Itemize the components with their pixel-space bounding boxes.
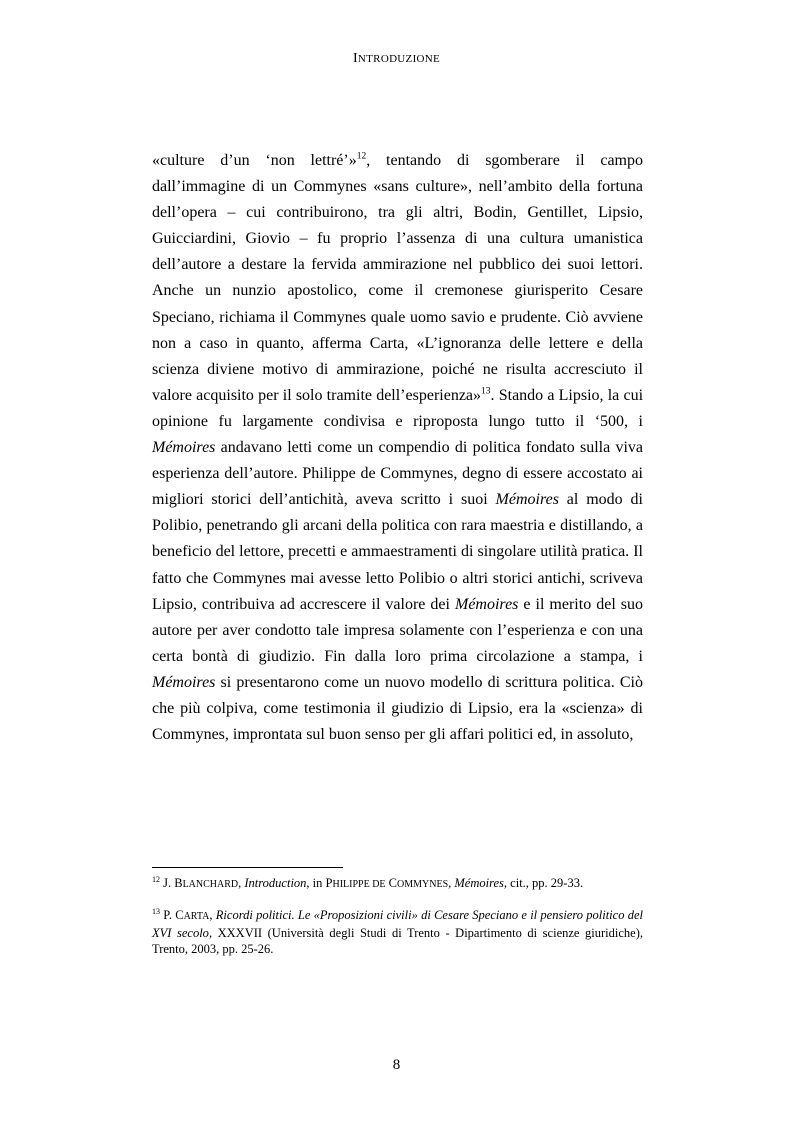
- footnote-number: 12: [152, 874, 160, 884]
- text-run: ,: [448, 876, 455, 890]
- footnote-ref-12[interactable]: 12: [356, 151, 367, 162]
- text-run: e il merito del suo autore per aver condotto tale impresa solamente con l’esperienza e con una certa bontà di giudizio. Fin dalla loro prima circolazione a stampa, i: [152, 595, 644, 665]
- text-run: . Stando a Lipsio, la cui opinione fu largamente condivisa e riproposta lungo tutto il ‘500, i: [152, 386, 644, 430]
- text-run: , XXXVII (Università degli Studi di Trento - Dipartimento di scienze giuridiche), Trento, 2003, pp. 25-26.: [152, 926, 643, 956]
- small-caps-run: OMMYNES: [397, 879, 449, 890]
- italic-title: Ricordi politici. Le «Proposizioni civili» di Cesare Speciano e il pensiero politico del XVI secolo: [152, 908, 643, 940]
- paragraph: [152, 148, 643, 748]
- running-header: [0, 51, 793, 67]
- small-caps-run: HILIPPE DE: [332, 879, 386, 890]
- text-run: J. B: [160, 876, 183, 890]
- text-run: C: [385, 876, 398, 890]
- italic-title: Mémoires: [152, 439, 216, 457]
- text-run: , tentando di sgomberare il campo dall’immagine di un Commynes «sans culture», nell’ambito della fortuna dell’opera – cui contribuirono, tra gli altri, Bodin, Gentillet, Lipsio, Guicciardini, Giovio – fu proprio l’assenza di una cultura umanistica dell’autore a destare la fervida ammirazione nel pubblico dei suoi lettori. Anche un nunzio apostolico, come il cremonese giurisperito Cesare Speciano, richiama il Commynes quale uomo savio e prudente. Ciò avviene non a caso in quanto, afferma Carta, «L’ignoranza delle lettere e della scienza diviene motivo di ammirazione, poiché ne risulta accresciuto il valore acquisito per il solo tramite dell’esperienza»: [152, 152, 643, 404]
- text-run: , in P: [306, 876, 333, 890]
- small-caps-run: ARTA: [183, 911, 210, 922]
- footnote-13: [152, 907, 643, 957]
- running-header-initial: I: [352, 51, 358, 66]
- italic-title: Mémoires: [152, 673, 216, 691]
- text-run: , cit., pp. 29-33.: [503, 876, 584, 890]
- main-text: [152, 148, 643, 748]
- text-run: andavano letti come un compendio di politica fondato sulla viva esperienza dell’autore. Philippe de Commynes, degno di essere accostato ai migliori storici dell’antichità, aveva scritto i suoi: [152, 439, 643, 509]
- italic-title: Mémoires: [495, 491, 559, 509]
- text-run: P. C: [160, 908, 184, 922]
- italic-title: Introduction: [244, 876, 307, 890]
- text-run: ,: [209, 908, 216, 922]
- text-run: ,: [238, 876, 245, 890]
- running-header-rest: NTRODUZIONE: [357, 53, 441, 65]
- italic-title: Mémoires: [455, 595, 519, 613]
- footnote-ref-13[interactable]: 13: [481, 386, 491, 397]
- page-number: 8: [392, 1057, 401, 1073]
- text-run: al modo di Polibio, penetrando gli arcani della politica con rara maestria e distillando, a beneficio del lettore, precetti e ammaestramenti di singolare utilità pratica. Il fatto che Commynes mai avesse letto Polibio o altri storici antichi, scriveva Lipsio, contribuiva ad accrescere il valore dei: [152, 491, 643, 613]
- italic-title: Mémoires: [454, 876, 504, 890]
- text-run: si presentarono come un nuovo modello di scrittura politica. Ciò che più colpiva, come testimonia il giudizio di Lipsio, era la «scienza» di Commynes, improntata sul buon senso per gli affari politici ed, in assoluto,: [152, 673, 643, 744]
- footnote-12: [152, 875, 643, 893]
- text-run: «culture d’un ‘non lettré’»: [152, 152, 357, 169]
- footnote-separator: [152, 867, 343, 868]
- footnotes: [152, 875, 643, 971]
- footnote-number: 13: [152, 906, 160, 916]
- small-caps-run: LANCHARD: [182, 879, 239, 890]
